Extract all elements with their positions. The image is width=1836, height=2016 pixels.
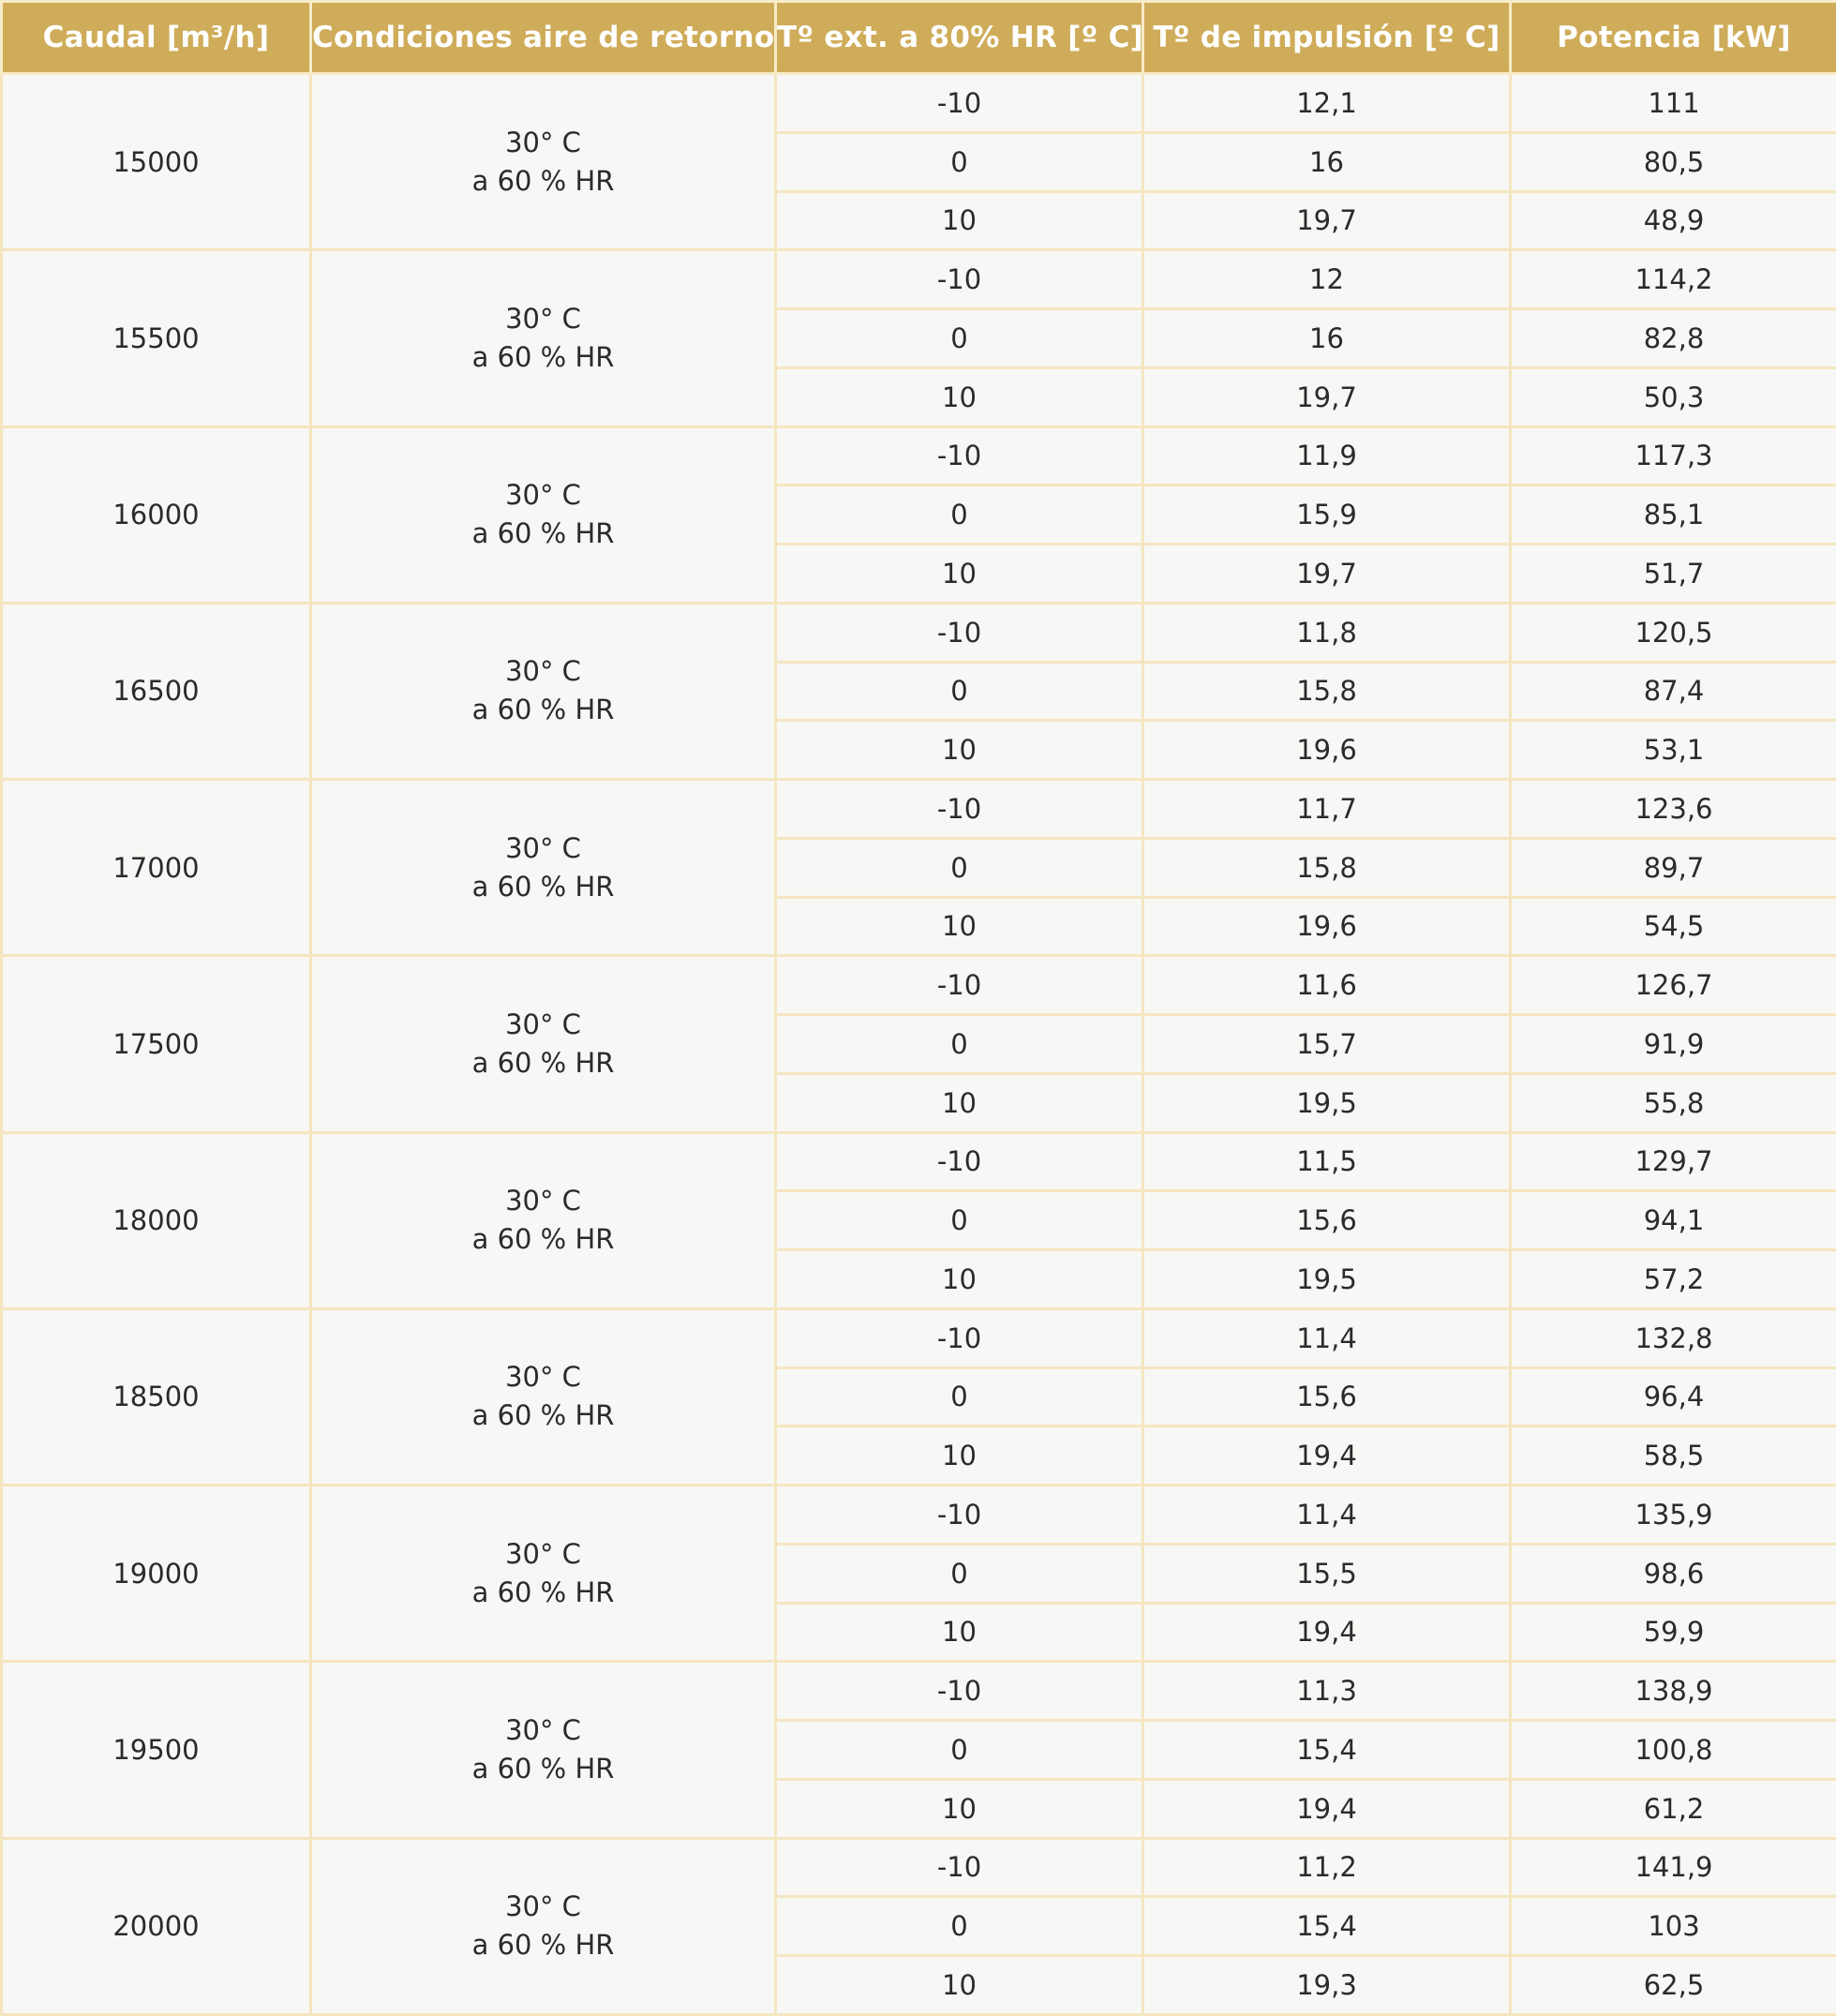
cell-potencia: 62,5 — [1511, 1956, 1836, 2015]
cell-caudal: 16500 — [2, 603, 311, 779]
header-condiciones: Condiciones aire de retorno — [311, 2, 776, 74]
cell-temp-impulsion: 11,5 — [1143, 1132, 1511, 1191]
cell-temp-impulsion: 11,9 — [1143, 426, 1511, 485]
table-row — [2, 74, 1836, 133]
cell-potencia: 126,7 — [1511, 956, 1836, 1015]
cell-temp-exterior: 0 — [776, 1015, 1143, 1074]
table-row — [2, 1132, 1836, 1191]
cell-temp-impulsion: 15,8 — [1143, 662, 1511, 721]
cell-temp-exterior: 10 — [776, 545, 1143, 604]
cell-temp-exterior: -10 — [776, 1308, 1143, 1367]
condiciones-humedad: a 60 % HR — [471, 1575, 615, 1608]
cell-caudal: 18000 — [2, 1132, 311, 1308]
cell-temp-exterior: 0 — [776, 309, 1143, 368]
cell-temp-exterior: -10 — [776, 956, 1143, 1015]
cell-temp-impulsion: 11,7 — [1143, 780, 1511, 839]
cell-temp-exterior: 10 — [776, 1073, 1143, 1132]
cell-potencia: 85,1 — [1511, 485, 1836, 545]
cell-potencia: 111 — [1511, 74, 1836, 133]
cell-caudal: 19500 — [2, 1662, 311, 1838]
condiciones-humedad: a 60 % HR — [471, 694, 615, 726]
cell-condiciones — [311, 603, 776, 779]
cell-temp-exterior: 10 — [776, 191, 1143, 250]
condiciones-humedad: a 60 % HR — [471, 340, 615, 373]
cell-temp-impulsion: 15,9 — [1143, 485, 1511, 545]
cell-temp-exterior: 0 — [776, 485, 1143, 545]
cell-temp-impulsion: 15,4 — [1143, 1897, 1511, 1956]
condiciones-humedad: a 60 % HR — [471, 870, 615, 903]
cell-potencia: 82,8 — [1511, 309, 1836, 368]
cell-temp-exterior: 0 — [776, 1544, 1143, 1603]
condiciones-temperatura: 30° C — [505, 302, 581, 335]
cell-potencia: 114,2 — [1511, 250, 1836, 309]
cell-temp-exterior: -10 — [776, 1662, 1143, 1721]
cell-potencia: 100,8 — [1511, 1721, 1836, 1780]
cell-temp-exterior: -10 — [776, 426, 1143, 485]
cell-caudal: 15500 — [2, 250, 311, 426]
cell-potencia: 117,3 — [1511, 426, 1836, 485]
condiciones-humedad: a 60 % HR — [471, 1399, 615, 1432]
cell-potencia: 129,7 — [1511, 1132, 1836, 1191]
condiciones-humedad: a 60 % HR — [471, 1752, 615, 1785]
table-row — [2, 956, 1836, 1015]
cell-condiciones — [311, 1662, 776, 1838]
table-header — [2, 2, 1836, 74]
table-body — [2, 74, 1836, 2015]
cell-temp-exterior: -10 — [776, 780, 1143, 839]
cell-potencia: 132,8 — [1511, 1308, 1836, 1367]
cell-potencia: 103 — [1511, 1897, 1836, 1956]
header-temp-exterior: Tº ext. a 80% HR [º C] — [776, 2, 1143, 74]
cell-caudal: 16000 — [2, 426, 311, 603]
table-row — [2, 250, 1836, 309]
cell-temp-impulsion: 19,7 — [1143, 367, 1511, 426]
cell-temp-impulsion: 19,4 — [1143, 1603, 1511, 1662]
cell-temp-impulsion: 19,6 — [1143, 721, 1511, 780]
cell-temp-exterior: 10 — [776, 367, 1143, 426]
cell-temp-exterior: -10 — [776, 74, 1143, 133]
cell-temp-exterior: 0 — [776, 662, 1143, 721]
cell-temp-impulsion: 11,4 — [1143, 1308, 1511, 1367]
cell-caudal: 20000 — [2, 1838, 311, 2015]
cell-temp-exterior: 0 — [776, 132, 1143, 191]
cell-temp-impulsion: 11,2 — [1143, 1838, 1511, 1897]
cell-caudal: 19000 — [2, 1486, 311, 1662]
cell-potencia: 138,9 — [1511, 1662, 1836, 1721]
condiciones-temperatura: 30° C — [505, 479, 581, 512]
header-potencia: Potencia [kW] — [1511, 2, 1836, 74]
cell-potencia: 59,9 — [1511, 1603, 1836, 1662]
cell-condiciones — [311, 1486, 776, 1662]
condiciones-temperatura: 30° C — [505, 1361, 581, 1394]
cell-temp-exterior: 10 — [776, 1603, 1143, 1662]
condiciones-temperatura: 30° C — [505, 1008, 581, 1040]
condiciones-humedad: a 60 % HR — [471, 1046, 615, 1079]
cell-temp-impulsion: 15,7 — [1143, 1015, 1511, 1074]
cell-temp-exterior: -10 — [776, 1132, 1143, 1191]
cell-temp-exterior: 10 — [776, 1779, 1143, 1838]
cell-temp-impulsion: 15,6 — [1143, 1191, 1511, 1250]
cell-condiciones — [311, 1838, 776, 2015]
cell-potencia: 48,9 — [1511, 191, 1836, 250]
cell-condiciones — [311, 426, 776, 603]
cell-potencia: 94,1 — [1511, 1191, 1836, 1250]
cell-potencia: 120,5 — [1511, 603, 1836, 662]
table-row — [2, 1662, 1836, 1721]
cell-potencia: 87,4 — [1511, 662, 1836, 721]
table-row — [2, 1838, 1836, 1897]
cell-caudal: 15000 — [2, 74, 311, 250]
header-row — [2, 2, 1836, 74]
condiciones-humedad: a 60 % HR — [471, 164, 615, 197]
cell-temp-impulsion: 16 — [1143, 132, 1511, 191]
cell-temp-exterior: 10 — [776, 721, 1143, 780]
cell-potencia: 135,9 — [1511, 1486, 1836, 1545]
cell-temp-impulsion: 19,3 — [1143, 1956, 1511, 2015]
cell-potencia: 96,4 — [1511, 1367, 1836, 1426]
cell-temp-impulsion: 19,7 — [1143, 545, 1511, 604]
cell-temp-exterior: 10 — [776, 1956, 1143, 2015]
condiciones-humedad: a 60 % HR — [471, 1223, 615, 1256]
header-temp-impulsion: Tº de impulsión [º C] — [1143, 2, 1511, 74]
cell-temp-impulsion: 11,4 — [1143, 1486, 1511, 1545]
cell-potencia: 98,6 — [1511, 1544, 1836, 1603]
header-caudal: Caudal [m³/h] — [2, 2, 311, 74]
cell-temp-impulsion: 19,4 — [1143, 1426, 1511, 1486]
cell-temp-exterior: -10 — [776, 1486, 1143, 1545]
condiciones-temperatura: 30° C — [505, 126, 581, 158]
cell-condiciones — [311, 1132, 776, 1308]
cell-caudal: 17000 — [2, 780, 311, 956]
cell-temp-impulsion: 19,6 — [1143, 897, 1511, 956]
cell-temp-impulsion: 11,6 — [1143, 956, 1511, 1015]
cell-potencia: 89,7 — [1511, 838, 1836, 897]
cell-temp-exterior: -10 — [776, 1838, 1143, 1897]
cell-caudal: 18500 — [2, 1308, 311, 1485]
cell-potencia: 91,9 — [1511, 1015, 1836, 1074]
table-row — [2, 603, 1836, 662]
cell-condiciones — [311, 250, 776, 426]
condiciones-humedad: a 60 % HR — [471, 517, 615, 550]
cell-potencia: 57,2 — [1511, 1250, 1836, 1309]
condiciones-humedad: a 60 % HR — [471, 1929, 615, 1962]
cell-temp-impulsion: 11,8 — [1143, 603, 1511, 662]
cell-potencia: 58,5 — [1511, 1426, 1836, 1486]
cell-potencia: 51,7 — [1511, 545, 1836, 604]
cell-temp-exterior: -10 — [776, 603, 1143, 662]
cell-temp-exterior: 0 — [776, 838, 1143, 897]
cell-temp-exterior: 10 — [776, 897, 1143, 956]
table-row — [2, 1486, 1836, 1545]
cell-temp-exterior: -10 — [776, 250, 1143, 309]
cell-potencia: 123,6 — [1511, 780, 1836, 839]
cell-temp-impulsion: 15,8 — [1143, 838, 1511, 897]
cell-potencia: 54,5 — [1511, 897, 1836, 956]
cell-potencia: 80,5 — [1511, 132, 1836, 191]
condiciones-temperatura: 30° C — [505, 831, 581, 864]
cell-temp-exterior: 0 — [776, 1721, 1143, 1780]
cell-temp-impulsion: 19,5 — [1143, 1073, 1511, 1132]
cell-temp-exterior: 0 — [776, 1897, 1143, 1956]
cell-potencia: 61,2 — [1511, 1779, 1836, 1838]
cell-temp-impulsion: 19,5 — [1143, 1250, 1511, 1309]
cell-temp-impulsion: 19,7 — [1143, 191, 1511, 250]
condiciones-temperatura: 30° C — [505, 1185, 581, 1217]
cell-temp-impulsion: 16 — [1143, 309, 1511, 368]
cell-potencia: 50,3 — [1511, 367, 1836, 426]
table-row — [2, 426, 1836, 485]
table-row — [2, 1308, 1836, 1367]
cell-potencia: 141,9 — [1511, 1838, 1836, 1897]
cell-temp-impulsion: 15,4 — [1143, 1721, 1511, 1780]
cell-condiciones — [311, 780, 776, 956]
cell-condiciones — [311, 74, 776, 250]
cell-caudal: 17500 — [2, 956, 311, 1132]
cell-condiciones — [311, 1308, 776, 1485]
cell-potencia: 55,8 — [1511, 1073, 1836, 1132]
cell-temp-exterior: 0 — [776, 1367, 1143, 1426]
cell-temp-exterior: 0 — [776, 1191, 1143, 1250]
cell-temp-impulsion: 15,6 — [1143, 1367, 1511, 1426]
cell-temp-impulsion: 12 — [1143, 250, 1511, 309]
cell-potencia: 53,1 — [1511, 721, 1836, 780]
cell-temp-impulsion: 11,3 — [1143, 1662, 1511, 1721]
cell-temp-exterior: 10 — [776, 1426, 1143, 1486]
cell-temp-impulsion: 19,4 — [1143, 1779, 1511, 1838]
condiciones-temperatura: 30° C — [505, 1713, 581, 1746]
table-row — [2, 780, 1836, 839]
cell-temp-impulsion: 12,1 — [1143, 74, 1511, 133]
condiciones-temperatura: 30° C — [505, 655, 581, 688]
condiciones-temperatura: 30° C — [505, 1890, 581, 1923]
condiciones-temperatura: 30° C — [505, 1537, 581, 1570]
cell-temp-impulsion: 15,5 — [1143, 1544, 1511, 1603]
cell-condiciones — [311, 956, 776, 1132]
cell-temp-exterior: 10 — [776, 1250, 1143, 1309]
